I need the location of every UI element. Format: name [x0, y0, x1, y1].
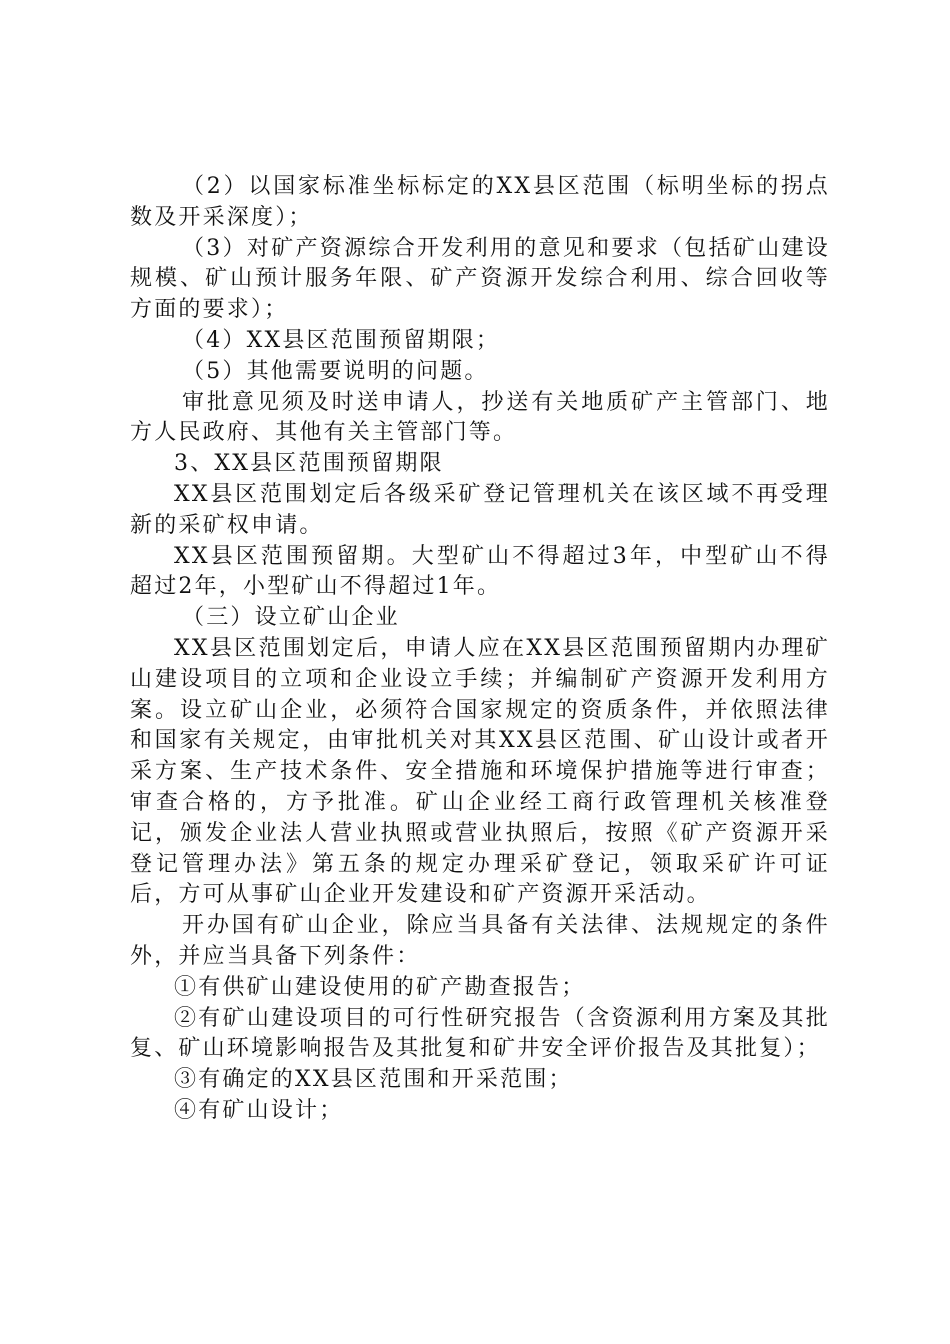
paragraph-establish-procedure: XX县区范围划定后，申请人应在XX县区范围预留期内办理矿山建设项目的立项和企业设立手续；并编制矿产资源开发利用方案。设立矿山企业，必须符合国家规定的资质条件，并依照法律和国家有关规定，由审批机关对其XX县区范围、矿山设计或者开采方案、生产技术条件、安全措施和环境保护措施等进行审查；审查合格的，方予批准。矿山企业经工商行政管理机关核准登记，颁发企业法人营业执照或营业执照后，按照《矿产资源开采登记管理办法》第五条的规定办理采矿登记，领取采矿许可证后，方可从事矿山企业开发建设和矿产资源开采活动。: [130, 635, 830, 908]
section-heading-establish-enterprise: （三）设立矿山企业: [182, 605, 400, 631]
document-body: [130, 172, 830, 1127]
paragraph-item-2: （2）以国家标准坐标标定的XX县区范围（标明坐标的拐点数及开采深度）；: [130, 174, 830, 230]
paragraph-item-3: （3）对矿产资源综合开发利用的意见和要求（包括矿山建设规模、矿山预计服务年限、矿产资源开发综合利用、综合回收等方面的要求）；: [130, 235, 830, 323]
paragraph-reservation-duration: XX县区范围预留期。大型矿山不得超过3年，中型矿山不得超过2年，小型矿山不得超过1年。: [130, 543, 830, 600]
condition-item-1: ①有供矿山建设使用的矿产勘查报告；: [174, 974, 586, 1000]
paragraph-item-5: （5）其他需要说明的问题。: [182, 358, 489, 384]
paragraph-no-new-applications: XX县区范围划定后各级采矿登记管理机关在该区域不再受理新的采矿权申请。: [130, 481, 830, 538]
section-heading-reservation-period: 3、XX县区范围预留期限: [174, 451, 444, 477]
paragraph-item-4: （4）XX县区范围预留期限；: [182, 327, 501, 353]
condition-item-3: ③有确定的XX县区范围和开采范围；: [174, 1067, 573, 1093]
condition-item-4: ④有矿山设计；: [174, 1097, 344, 1123]
condition-item-2: ②有矿山建设项目的可行性研究报告（含资源利用方案及其批复、矿山环境影响报告及其批复和矿井安全评价报告及其批复）；: [130, 1005, 830, 1062]
paragraph-state-owned-conditions: 开办国有矿山企业，除应当具备有关法律、法规规定的条件外，并应当具备下列条件：: [130, 913, 830, 969]
paragraph-approval-opinion: 审批意见须及时送申请人，抄送有关地质矿产主管部门、地方人民政府、其他有关主管部门等。: [130, 389, 830, 446]
